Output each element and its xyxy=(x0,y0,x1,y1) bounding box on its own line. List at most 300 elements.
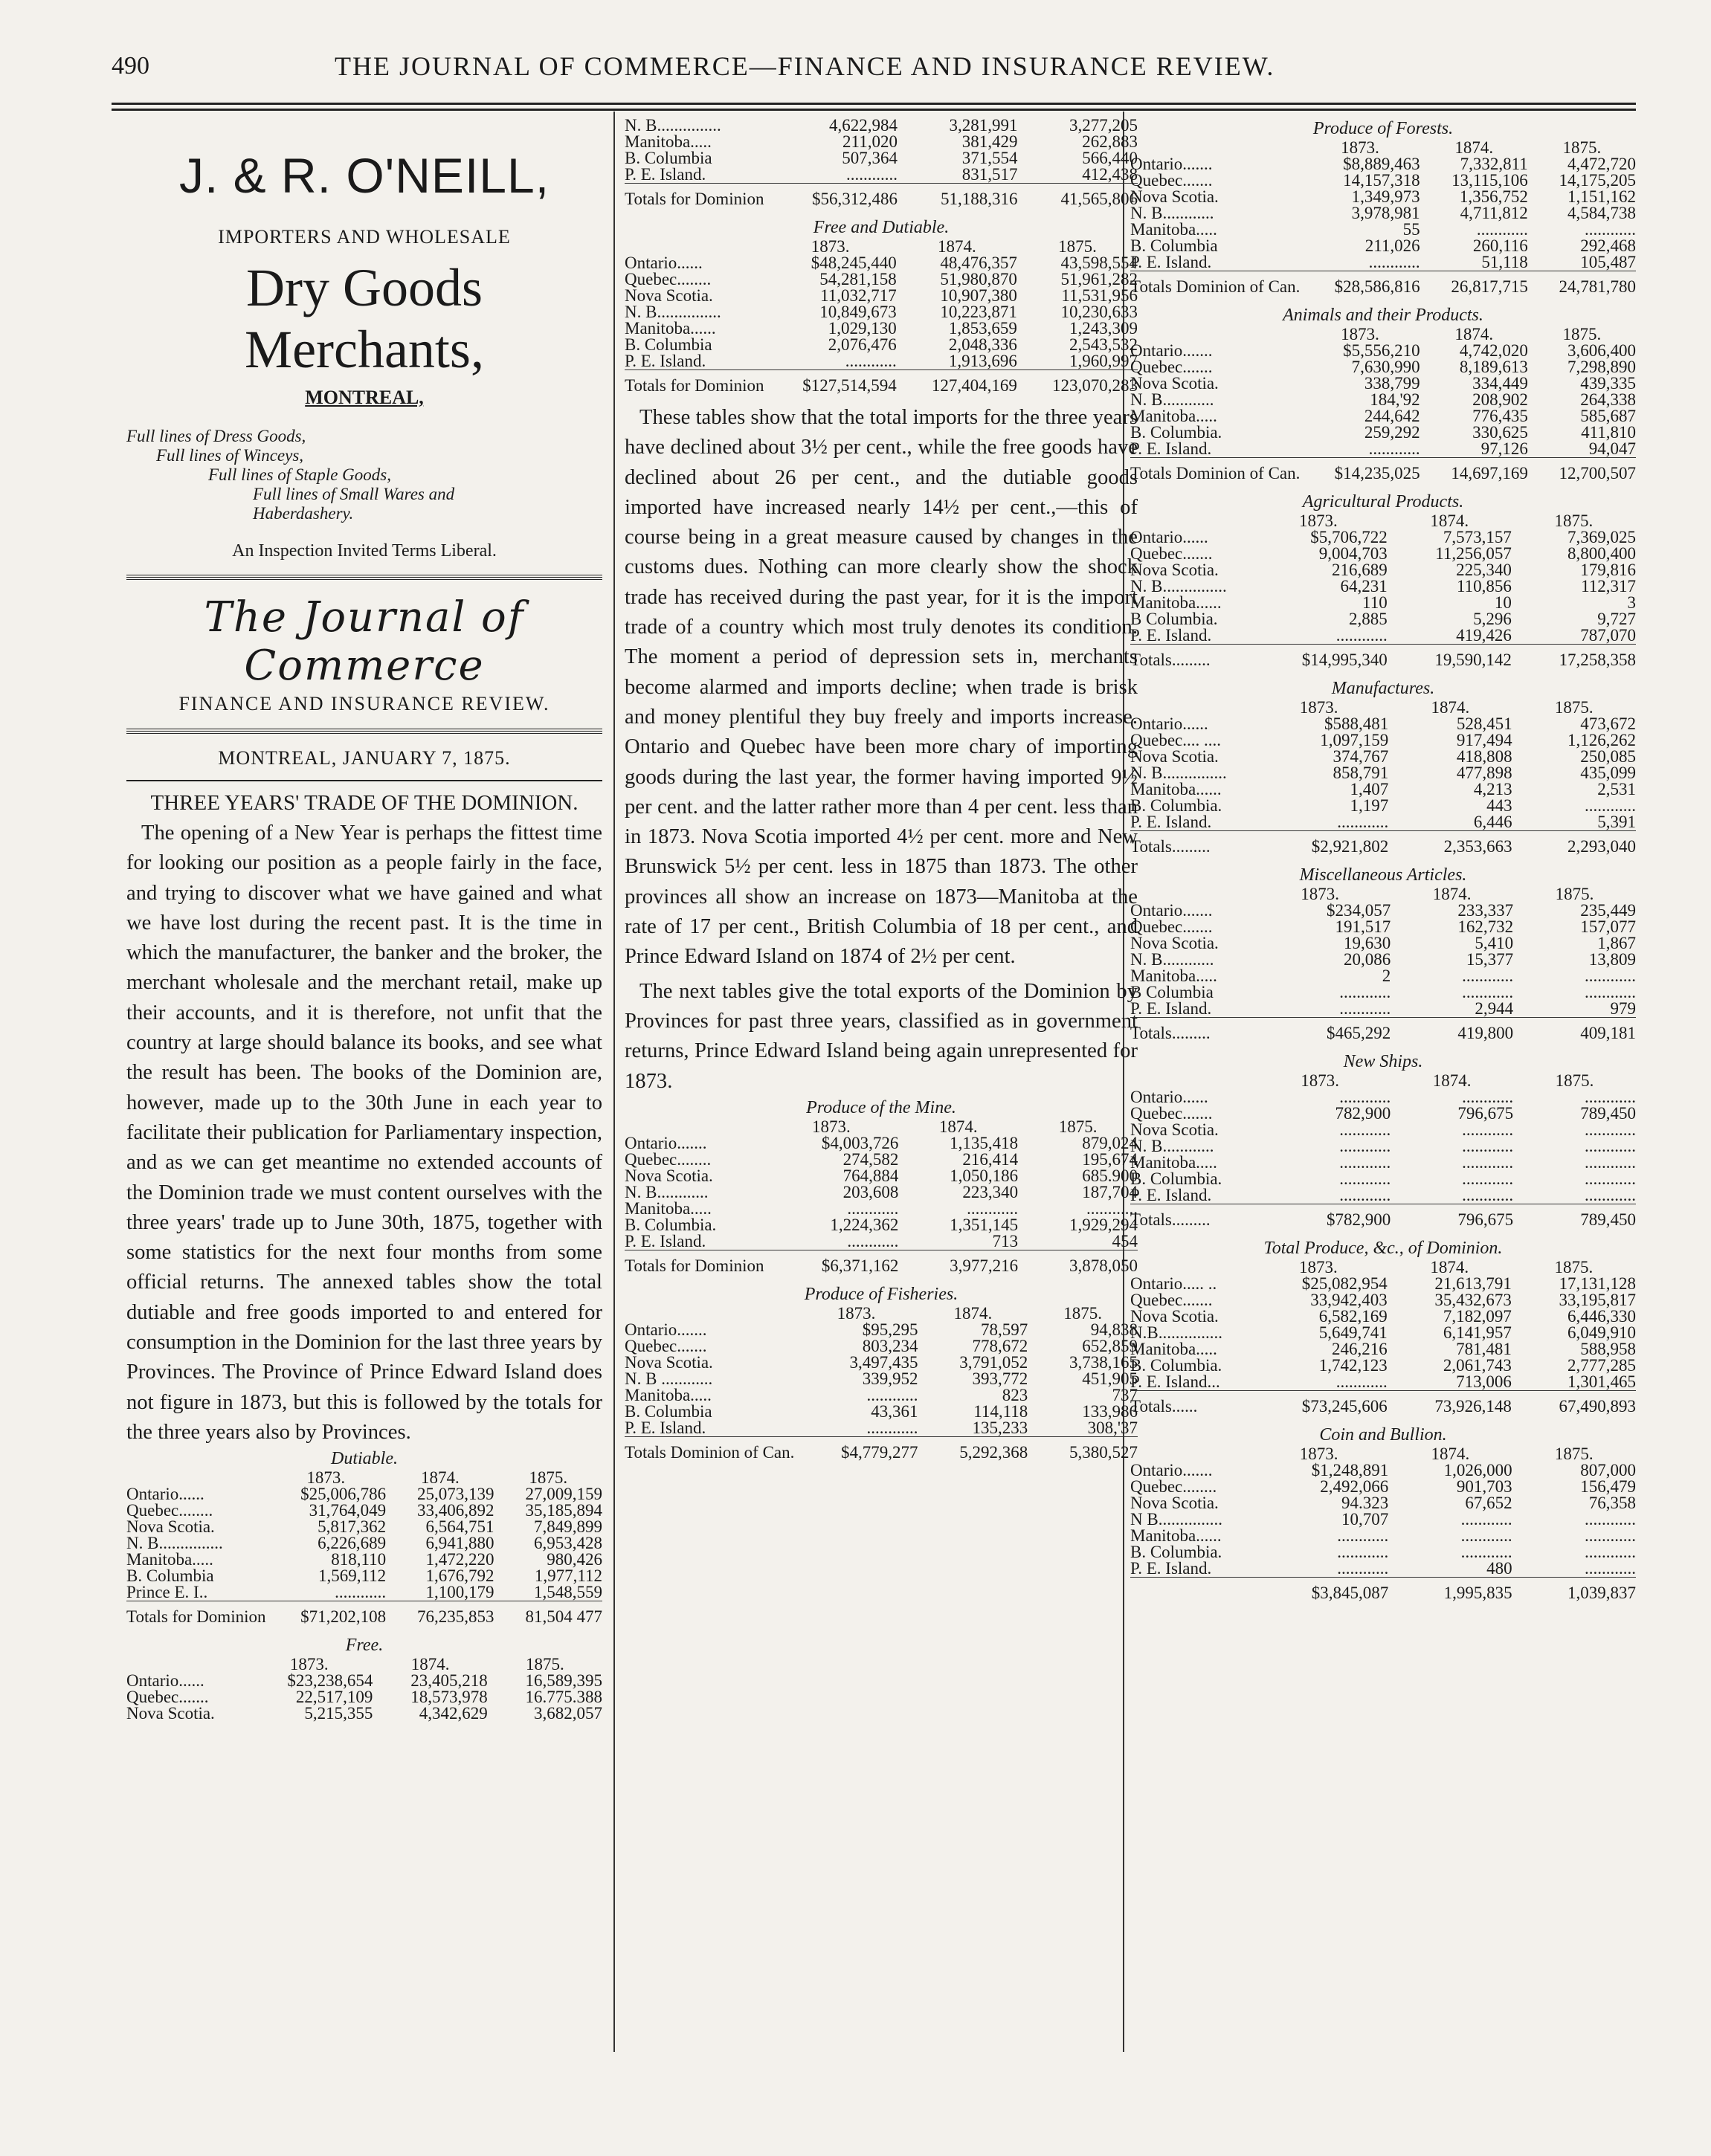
province-label: Ontario...... xyxy=(1130,1088,1208,1106)
table-row xyxy=(1130,1138,1636,1155)
province-label: Ontario....... xyxy=(625,1133,707,1152)
table-row xyxy=(1130,1374,1636,1391)
ad-headline: Dry Goods Merchants, xyxy=(245,258,484,379)
value-cell: 778,672 xyxy=(972,1336,1028,1355)
value-cell: 1,029,130 xyxy=(828,319,897,338)
value-cell: 216,414 xyxy=(962,1149,1019,1169)
year-header: 1875. xyxy=(1555,885,1594,903)
province-label: N. B............... xyxy=(625,117,721,135)
table-grid xyxy=(1130,886,1636,1042)
total-value: 73,926,148 xyxy=(1388,1391,1512,1416)
value-cell: ............ xyxy=(1585,1120,1636,1139)
year-spacer xyxy=(126,1470,265,1486)
value-cell: 51,118 xyxy=(1481,253,1528,271)
value-cell: $588,481 xyxy=(1324,714,1389,733)
table-row xyxy=(1130,222,1636,238)
table-row xyxy=(625,1420,1138,1437)
value-cell: 15,377 xyxy=(1466,950,1514,969)
stat-table xyxy=(126,1447,602,1625)
year-header-row xyxy=(1130,1446,1636,1462)
value-cell: 4,342,629 xyxy=(419,1704,488,1723)
value-cell: 4,742,020 xyxy=(1459,341,1528,360)
value-cell: 157,077 xyxy=(1580,917,1636,936)
stat-table xyxy=(625,1097,1138,1274)
value-cell: ............ xyxy=(1462,1169,1514,1188)
table-row xyxy=(1130,529,1636,546)
value-cell: 13,809 xyxy=(1588,950,1636,969)
province-label: P. E. Island... xyxy=(1130,1372,1220,1391)
table-row xyxy=(1130,1511,1636,1528)
value-cell: 1,929,294 xyxy=(1069,1215,1138,1234)
table-row xyxy=(1130,765,1636,781)
table-title: Manufactures. xyxy=(1331,679,1435,698)
table-row xyxy=(625,255,1138,271)
table-row xyxy=(1130,1292,1636,1308)
year-header: 1874. xyxy=(1454,325,1494,343)
year-header-row xyxy=(1130,1073,1636,1089)
year-header: 1873. xyxy=(306,1468,346,1488)
table-row xyxy=(625,288,1138,304)
table-row xyxy=(1130,1560,1636,1578)
year-header-row xyxy=(1130,700,1636,716)
table-grid xyxy=(126,1656,602,1722)
value-cell: $234,057 xyxy=(1326,901,1391,920)
value-cell: ............ xyxy=(866,1418,918,1437)
ad-product-lines xyxy=(126,427,602,523)
value-cell: 1,569,112 xyxy=(318,1566,387,1586)
totals-label: Totals for Dominion xyxy=(625,184,764,208)
value-cell: 507,364 xyxy=(842,149,898,167)
value-cell: 9,004,703 xyxy=(1318,544,1388,563)
year-header: 1873. xyxy=(837,1303,876,1323)
table-grid xyxy=(126,1470,602,1625)
value-cell: 1,407 xyxy=(1350,780,1389,798)
province-label: N. B............... xyxy=(126,1534,223,1553)
total-value: $56,312,486 xyxy=(764,184,897,208)
year-header: 1875. xyxy=(1562,138,1602,157)
total-value: $127,514,594 xyxy=(764,370,896,395)
stat-table xyxy=(1130,677,1636,855)
year-header: 1875. xyxy=(1555,1071,1594,1090)
table-title: Free and Dutiable. xyxy=(813,218,950,237)
table-row xyxy=(625,1322,1138,1338)
value-cell: 308,'37 xyxy=(1087,1418,1138,1437)
value-cell: 274,582 xyxy=(842,1149,899,1169)
value-cell: 191,517 xyxy=(1335,917,1391,936)
province-label: Manitoba..... xyxy=(625,1385,712,1404)
value-cell: 1,960,997 xyxy=(1069,352,1138,370)
value-cell: 4,213 xyxy=(1473,780,1512,798)
value-cell: ............ xyxy=(1339,1169,1391,1188)
table-title: Free. xyxy=(345,1636,384,1656)
value-cell: 5,296 xyxy=(1473,610,1512,628)
totals-row xyxy=(1130,1018,1636,1042)
ad-footer: An Inspection Invited Terms Liberal. xyxy=(232,541,497,561)
value-cell: 162,732 xyxy=(1457,917,1514,936)
province-label: N B............... xyxy=(1130,1510,1222,1529)
table-row xyxy=(126,1584,602,1601)
total-value: $465,292 xyxy=(1249,1018,1391,1042)
table-grid xyxy=(1130,513,1636,668)
value-cell: 233,337 xyxy=(1457,901,1514,920)
province-label: N. B............ xyxy=(1130,390,1214,409)
value-cell: 8,800,400 xyxy=(1567,544,1636,563)
province-label: Nova Scotia. xyxy=(625,286,713,305)
value-cell: 782,900 xyxy=(1335,1104,1391,1123)
table-row xyxy=(1130,562,1636,578)
value-cell: 3,791,052 xyxy=(959,1352,1028,1372)
value-cell: ............ xyxy=(845,352,897,370)
province-label: Quebec....... xyxy=(1130,917,1213,936)
value-cell: 443 xyxy=(1486,796,1512,815)
province-label: Manitoba..... xyxy=(1130,1153,1217,1172)
year-header: 1875. xyxy=(529,1468,568,1488)
total-value: 789,450 xyxy=(1513,1204,1636,1229)
value-cell: $5,706,722 xyxy=(1310,528,1388,546)
value-cell: ............ xyxy=(1585,1543,1636,1561)
table-row xyxy=(1130,952,1636,968)
table-row xyxy=(625,1168,1138,1184)
year-spacer xyxy=(1130,1073,1249,1089)
total-value: $14,995,340 xyxy=(1249,645,1388,669)
table-row xyxy=(625,167,1138,184)
total-value: $4,779,277 xyxy=(794,1436,918,1461)
divider-rule xyxy=(126,729,602,734)
value-cell: 764,884 xyxy=(842,1166,899,1185)
province-label: B. Columbia xyxy=(1130,236,1218,255)
value-cell: ............ xyxy=(1335,1372,1388,1391)
value-cell: ............ xyxy=(1462,1088,1514,1106)
value-cell: ............ xyxy=(1462,966,1514,985)
value-cell: 105,487 xyxy=(1580,253,1636,271)
value-cell: 195,674 xyxy=(1082,1149,1138,1169)
article-heading: THREE YEARS' TRADE OF THE DOMINION. xyxy=(150,791,579,815)
totals-row xyxy=(625,370,1138,395)
value-cell: 27,009,159 xyxy=(525,1485,602,1504)
table-row xyxy=(1130,1187,1636,1204)
year-spacer xyxy=(1130,513,1249,529)
table-row xyxy=(1130,1171,1636,1187)
province-label: Ontario....... xyxy=(1130,1461,1213,1479)
year-header: 1874. xyxy=(1431,698,1470,717)
value-cell: 33,195,817 xyxy=(1559,1291,1636,1309)
year-header: 1873. xyxy=(1341,138,1379,157)
value-cell: 1,243,309 xyxy=(1069,319,1138,338)
year-header: 1874. xyxy=(938,1117,978,1136)
province-label: B. Columbia xyxy=(126,1566,214,1586)
year-header: 1874. xyxy=(410,1655,450,1674)
province-label: P. E. Island. xyxy=(1130,1186,1212,1204)
value-cell: 262,883 xyxy=(1082,132,1138,151)
total-value: $14,235,025 xyxy=(1300,458,1420,482)
running-title: THE JOURNAL OF COMMERCE—FINANCE AND INSURANCE REVIEW. xyxy=(335,51,1275,81)
province-label: B. Columbia. xyxy=(625,1215,717,1234)
province-label: B. Columbia. xyxy=(1130,1356,1222,1375)
value-cell: $23,238,654 xyxy=(287,1671,373,1691)
totals-row xyxy=(625,184,1138,208)
value-cell: 64,231 xyxy=(1340,577,1388,596)
year-header-row xyxy=(1130,886,1636,903)
table-title: New Ships. xyxy=(1343,1052,1423,1071)
ad-line: Full lines of Staple Goods, xyxy=(208,465,391,484)
table-row xyxy=(1130,408,1636,425)
value-cell: 807,000 xyxy=(1580,1461,1636,1479)
value-cell: 566,440 xyxy=(1082,149,1138,167)
province-label: Ontario...... xyxy=(1130,528,1208,546)
total-value: 41,565,806 xyxy=(1017,184,1138,208)
value-cell: 18,573,978 xyxy=(410,1688,488,1707)
total-value: $6,371,162 xyxy=(764,1250,898,1274)
totals-label: Totals......... xyxy=(1130,645,1249,669)
value-cell: 685.900 xyxy=(1082,1166,1138,1185)
table-row xyxy=(1130,919,1636,935)
value-cell: 223,340 xyxy=(962,1182,1019,1201)
table-grid xyxy=(1130,140,1636,295)
year-header: 1873. xyxy=(1301,1071,1339,1090)
value-cell: 2 xyxy=(1382,966,1391,985)
value-cell: 528,451 xyxy=(1456,714,1512,733)
province-label: B. Columbia. xyxy=(1130,796,1222,815)
total-value: 123,070,283 xyxy=(1017,370,1138,395)
table-row xyxy=(1130,798,1636,814)
value-cell: 51,980,870 xyxy=(940,270,1017,288)
value-cell: 3,682,057 xyxy=(534,1704,602,1723)
value-cell: 419,426 xyxy=(1456,626,1512,645)
ad-line: Full lines of Dress Goods, xyxy=(126,427,306,445)
value-cell: 879,024 xyxy=(1082,1133,1138,1152)
year-spacer xyxy=(625,1119,764,1135)
year-header: 1874. xyxy=(1431,1445,1470,1463)
province-label: Manitoba..... xyxy=(1130,220,1217,239)
totals-label: Totals Dominion of Can. xyxy=(1130,458,1300,482)
year-header-row xyxy=(625,1305,1138,1322)
value-cell: 418,808 xyxy=(1456,747,1512,766)
province-label: Quebec.... .... xyxy=(1130,731,1221,749)
value-cell: 901,703 xyxy=(1456,1477,1512,1496)
value-cell: 2,076,476 xyxy=(828,335,897,354)
value-cell: 1,548,559 xyxy=(534,1583,602,1602)
province-label: Ontario..... .. xyxy=(1130,1274,1217,1293)
value-cell: 412,438 xyxy=(1082,165,1138,184)
table-row xyxy=(1130,1358,1636,1374)
year-header: 1874. xyxy=(1430,511,1469,530)
province-label: Manitoba...... xyxy=(625,319,716,338)
total-value: $73,245,606 xyxy=(1249,1391,1388,1416)
value-cell: 35,432,673 xyxy=(1434,1291,1512,1309)
value-cell: 776,435 xyxy=(1472,407,1528,425)
value-cell: 14,175,205 xyxy=(1559,171,1636,190)
totals-label: Totals...... xyxy=(1130,1391,1249,1416)
value-cell: $48,245,440 xyxy=(811,254,897,272)
value-cell: ............ xyxy=(1585,1559,1636,1578)
value-cell: 7,369,025 xyxy=(1567,528,1636,546)
value-cell: 1,224,362 xyxy=(830,1215,899,1234)
value-cell: 588,958 xyxy=(1580,1340,1636,1358)
total-value: 409,181 xyxy=(1513,1018,1636,1042)
year-header: 1873. xyxy=(812,1117,851,1136)
province-label: Ontario...... xyxy=(625,254,703,272)
value-cell: 858,791 xyxy=(1333,764,1389,782)
year-header: 1873. xyxy=(1299,1445,1338,1463)
table-title: Animals and their Products. xyxy=(1283,306,1483,325)
divider-rule xyxy=(126,575,602,580)
value-cell: 5,215,355 xyxy=(304,1704,373,1723)
value-cell: 10,707 xyxy=(1341,1510,1389,1529)
province-label: Ontario....... xyxy=(625,1320,707,1339)
value-cell: 43,598,554 xyxy=(1060,254,1138,272)
value-cell: 114,118 xyxy=(973,1401,1028,1421)
value-cell: 133,986 xyxy=(1082,1401,1138,1421)
value-cell: 713,006 xyxy=(1456,1372,1512,1391)
table-row xyxy=(1130,1308,1636,1325)
value-cell: 1,853,659 xyxy=(948,319,1017,338)
province-label: Nova Scotia. xyxy=(1130,934,1219,952)
province-label: Prince E. I.. xyxy=(126,1583,208,1602)
value-cell: ............ xyxy=(1476,220,1528,239)
year-header: 1873. xyxy=(1298,511,1338,530)
value-cell: 2,777,285 xyxy=(1567,1356,1636,1375)
value-cell: 5,410 xyxy=(1475,934,1514,952)
year-header: 1875. xyxy=(1058,1117,1098,1136)
table-row xyxy=(1130,546,1636,562)
value-cell: 110,856 xyxy=(1456,577,1512,596)
value-cell: 3,281,991 xyxy=(949,117,1018,135)
table-title: Miscellaneous Articles. xyxy=(1299,865,1467,885)
province-label: P. E. Island. xyxy=(625,165,706,184)
totals-label: Totals......... xyxy=(1130,1018,1249,1042)
total-value: 2,293,040 xyxy=(1512,831,1636,856)
table-row xyxy=(126,1552,602,1568)
province-label: Quebec........ xyxy=(625,270,712,288)
value-cell: 2,048,336 xyxy=(948,335,1017,354)
value-cell: 16.775.388 xyxy=(525,1688,602,1707)
table-row xyxy=(1130,1528,1636,1544)
ad-city: MONTREAL, xyxy=(305,387,424,408)
year-spacer xyxy=(1130,1446,1249,1462)
year-header: 1874. xyxy=(1432,885,1472,903)
province-label: Manitoba..... xyxy=(126,1550,213,1569)
value-cell: 10,907,380 xyxy=(940,286,1017,305)
year-header: 1874. xyxy=(937,237,976,256)
province-label: Manitoba..... xyxy=(625,132,712,151)
value-cell: 979 xyxy=(1610,999,1636,1018)
value-cell: 43,361 xyxy=(871,1401,918,1421)
value-cell: ............ xyxy=(1337,1526,1389,1545)
table-row xyxy=(1130,1276,1636,1292)
value-cell: 2,061,743 xyxy=(1443,1356,1512,1375)
table-row xyxy=(625,1152,1138,1168)
year-header: 1873. xyxy=(1299,698,1338,717)
total-value: 3,977,216 xyxy=(898,1250,1018,1274)
table-title: Produce of Forests. xyxy=(1312,119,1454,138)
province-label: Nova Scotia. xyxy=(1130,374,1219,393)
value-cell: ............ xyxy=(1339,1088,1391,1106)
value-cell: ............ xyxy=(1368,439,1420,458)
year-header-row xyxy=(126,1656,602,1673)
province-label: Quebec........ xyxy=(1130,1477,1217,1496)
value-cell: 1,100,179 xyxy=(425,1583,494,1602)
value-cell: 3,978,981 xyxy=(1351,204,1420,222)
value-cell: 31,764,049 xyxy=(309,1501,387,1520)
value-cell: 1,151,162 xyxy=(1567,187,1636,206)
province-label: Ontario....... xyxy=(1130,155,1213,173)
value-cell: 451,905 xyxy=(1082,1369,1138,1388)
table-row xyxy=(126,1535,602,1552)
value-cell: 17,131,128 xyxy=(1559,1274,1636,1293)
value-cell: 7,182,097 xyxy=(1443,1307,1512,1326)
table-row xyxy=(625,1371,1138,1387)
value-cell: 454 xyxy=(1112,1231,1138,1250)
value-cell: ............ xyxy=(1460,1510,1512,1529)
province-label: Nova Scotia. xyxy=(1130,1307,1219,1326)
totals-label: Totals Dominion of Can. xyxy=(1130,271,1300,296)
stat-table xyxy=(1130,864,1636,1042)
value-cell: $95,295 xyxy=(862,1320,918,1339)
province-label: Quebec....... xyxy=(1130,171,1213,190)
value-cell: 225,340 xyxy=(1456,561,1512,579)
table-row xyxy=(625,271,1138,288)
province-label: Nova Scotia. xyxy=(126,1517,215,1537)
table-row xyxy=(1130,578,1636,595)
value-cell: 6,226,689 xyxy=(318,1534,387,1553)
total-value: 3,878,050 xyxy=(1018,1250,1138,1274)
table-row xyxy=(1130,732,1636,749)
totals-label: Totals for Dominion xyxy=(126,1601,265,1626)
totals-row xyxy=(625,1250,1138,1274)
value-cell: 235,449 xyxy=(1580,901,1636,920)
province-label: P. E. Island. xyxy=(1130,813,1212,831)
province-label: B Columbia. xyxy=(1130,610,1218,628)
province-label: Quebec....... xyxy=(1130,1104,1213,1123)
table-grid xyxy=(625,239,1138,394)
value-cell: 789,450 xyxy=(1580,1104,1636,1123)
value-cell: 8,189,613 xyxy=(1459,358,1528,376)
advertisement xyxy=(126,147,602,561)
table-row xyxy=(1130,903,1636,919)
value-cell: 10,849,673 xyxy=(819,303,897,321)
province-label: Manitoba..... xyxy=(625,1198,712,1218)
value-cell: 339,952 xyxy=(862,1369,918,1388)
year-header-row xyxy=(1130,513,1636,529)
table-row xyxy=(1130,1341,1636,1358)
value-cell: 3,277,205 xyxy=(1069,117,1138,135)
value-cell: 10,223,871 xyxy=(940,303,1017,321)
table-row xyxy=(1130,205,1636,222)
value-cell: ............ xyxy=(1462,983,1514,1001)
province-label: P. E. Island. xyxy=(1130,1559,1212,1578)
total-value: 17,258,358 xyxy=(1512,645,1636,669)
value-cell: 16,589,395 xyxy=(525,1671,602,1691)
value-cell: ............ xyxy=(1339,1120,1391,1139)
table-row xyxy=(1130,156,1636,172)
year-header: 1874. xyxy=(1430,1258,1469,1277)
value-cell: 55 xyxy=(1402,220,1420,239)
year-spacer xyxy=(1130,1259,1249,1276)
province-label: P. E. Island. xyxy=(1130,253,1212,271)
value-cell: ............ xyxy=(847,1231,899,1250)
table-row xyxy=(1130,392,1636,408)
year-header: 1873. xyxy=(1301,885,1339,903)
province-label: B. Columbia xyxy=(625,1401,712,1421)
totals-row xyxy=(1130,1578,1636,1602)
ad-line: Full lines of Small Wares and xyxy=(253,485,455,503)
table-row xyxy=(1130,1089,1636,1106)
total-value: $2,921,802 xyxy=(1249,831,1388,856)
value-cell: 480 xyxy=(1486,1559,1512,1578)
year-spacer xyxy=(1130,326,1300,343)
table-row xyxy=(1130,935,1636,952)
value-cell: 1,913,696 xyxy=(948,352,1017,370)
